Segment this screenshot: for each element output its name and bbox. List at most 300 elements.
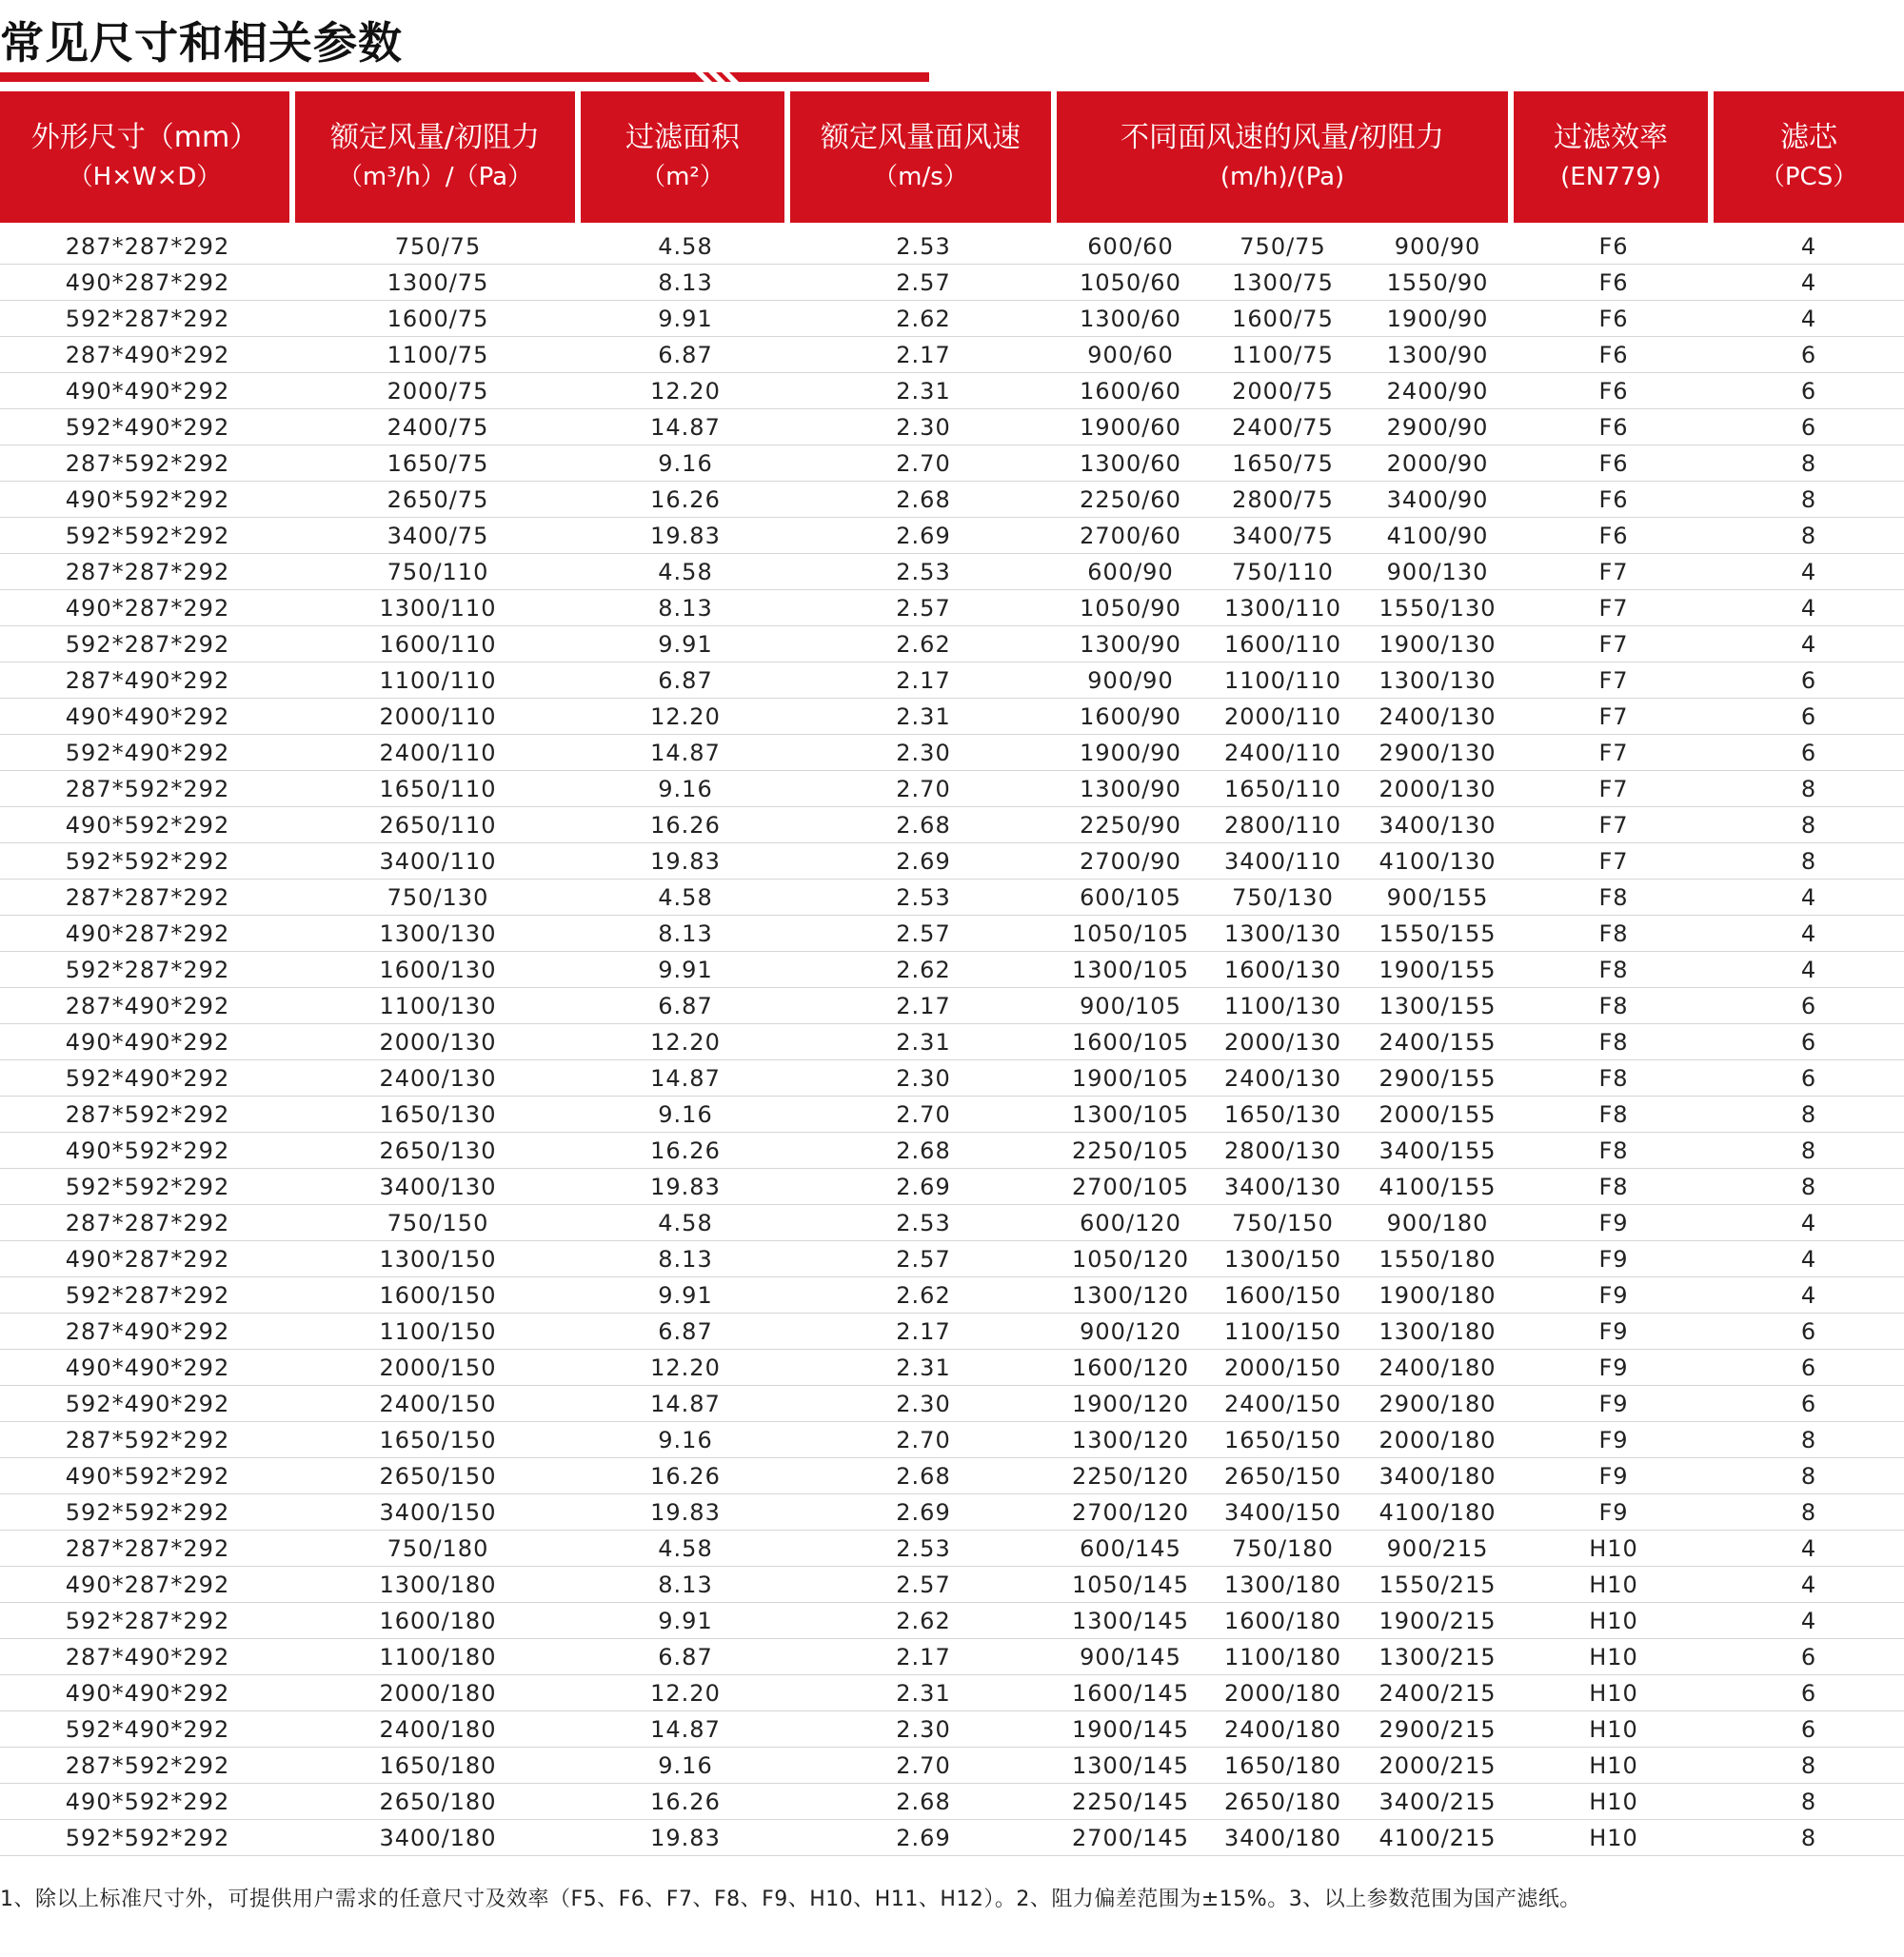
table-row: [0, 265, 1904, 301]
dimensions-cell: 490*592*292: [0, 1458, 295, 1494]
table-row: [0, 1494, 1904, 1531]
dimensions-cell: 592*592*292: [0, 1820, 295, 1856]
face-velocity-cell: 2.30: [790, 1386, 1057, 1422]
filter-area-cell: 12.20: [581, 1350, 790, 1386]
efficiency-cell: H10: [1514, 1820, 1714, 1856]
dimensions-cell: 287*287*292: [0, 223, 295, 265]
face-velocity-cell: 2.70: [790, 445, 1057, 482]
rated-airflow-cell: 1600/130: [295, 952, 581, 988]
rated-airflow-cell: 3400/180: [295, 1820, 581, 1856]
pcs-cell: 4: [1714, 1567, 1904, 1603]
dimensions-cell: 490*490*292: [0, 1350, 295, 1386]
table-row: [0, 301, 1904, 337]
dimensions-cell: 490*287*292: [0, 265, 295, 301]
airflow-high-cell: 900/215: [1361, 1531, 1514, 1567]
airflow-high-cell: 1300/90: [1361, 337, 1514, 373]
dimensions-cell: 592*592*292: [0, 1169, 295, 1205]
efficiency-cell: F8: [1514, 1024, 1714, 1060]
airflow-low-cell: 2700/145: [1057, 1820, 1204, 1856]
airflow-high-cell: 1900/90: [1361, 301, 1514, 337]
rated-airflow-cell: 2400/180: [295, 1711, 581, 1748]
airflow-mid-cell: 750/110: [1204, 554, 1361, 590]
airflow-mid-cell: 1600/130: [1204, 952, 1361, 988]
efficiency-cell: F7: [1514, 735, 1714, 771]
pcs-cell: 6: [1714, 373, 1904, 409]
airflow-high-cell: 1900/180: [1361, 1277, 1514, 1314]
airflow-low-cell: 1050/60: [1057, 265, 1204, 301]
face-velocity-cell: 2.70: [790, 1422, 1057, 1458]
table-row: [0, 626, 1904, 662]
dimensions-cell: 592*287*292: [0, 301, 295, 337]
face-velocity-cell: 2.17: [790, 1639, 1057, 1675]
dimensions-cell: 592*287*292: [0, 1603, 295, 1639]
face-velocity-cell: 2.17: [790, 662, 1057, 699]
face-velocity-cell: 2.30: [790, 1060, 1057, 1097]
rated-airflow-cell: 750/130: [295, 880, 581, 916]
filter-area-cell: 14.87: [581, 1386, 790, 1422]
rated-airflow-cell: 1650/75: [295, 445, 581, 482]
airflow-mid-cell: 3400/75: [1204, 518, 1361, 554]
filter-area-cell: 4.58: [581, 554, 790, 590]
efficiency-cell: F9: [1514, 1386, 1714, 1422]
pcs-cell: 6: [1714, 1024, 1904, 1060]
filter-area-cell: 8.13: [581, 590, 790, 626]
airflow-mid-cell: 2400/110: [1204, 735, 1361, 771]
dimensions-cell: 592*490*292: [0, 735, 295, 771]
pcs-cell: 6: [1714, 1675, 1904, 1711]
airflow-high-cell: 1300/155: [1361, 988, 1514, 1024]
airflow-high-cell: 2000/180: [1361, 1422, 1514, 1458]
pcs-cell: 4: [1714, 223, 1904, 265]
dimensions-cell: 287*490*292: [0, 662, 295, 699]
efficiency-cell: H10: [1514, 1711, 1714, 1748]
airflow-mid-cell: 1300/75: [1204, 265, 1361, 301]
pcs-cell: 4: [1714, 590, 1904, 626]
pcs-cell: 8: [1714, 1422, 1904, 1458]
filter-area-cell: 12.20: [581, 1675, 790, 1711]
face-velocity-cell: 2.57: [790, 1241, 1057, 1277]
airflow-low-cell: 600/60: [1057, 223, 1204, 265]
filter-area-cell: 19.83: [581, 1169, 790, 1205]
table-row: [0, 518, 1904, 554]
rated-airflow-cell: 1600/180: [295, 1603, 581, 1639]
airflow-mid-cell: 750/130: [1204, 880, 1361, 916]
pcs-cell: 8: [1714, 771, 1904, 807]
footnote: 1、除以上标准尺寸外，可提供用户需求的任意尺寸及效率（F5、F6、F7、F8、F9、H10、H11、H12）。2、阻力偏差范围为±15%。3、以上参数范围为国产滤纸。: [0, 1888, 1581, 1911]
airflow-mid-cell: 1300/110: [1204, 590, 1361, 626]
airflow-mid-cell: 2400/180: [1204, 1711, 1361, 1748]
filter-area-cell: 4.58: [581, 880, 790, 916]
airflow-high-cell: 4100/90: [1361, 518, 1514, 554]
filter-area-cell: 9.16: [581, 1097, 790, 1133]
airflow-mid-cell: 2800/130: [1204, 1133, 1361, 1169]
airflow-mid-cell: 1100/150: [1204, 1314, 1361, 1350]
filter-area-cell: 12.20: [581, 373, 790, 409]
airflow-low-cell: 1050/145: [1057, 1567, 1204, 1603]
rated-airflow-cell: 2400/150: [295, 1386, 581, 1422]
airflow-mid-cell: 2650/180: [1204, 1784, 1361, 1820]
airflow-high-cell: 1300/215: [1361, 1639, 1514, 1675]
airflow-low-cell: 1600/120: [1057, 1350, 1204, 1386]
dimensions-cell: 592*490*292: [0, 409, 295, 445]
filter-area-cell: 8.13: [581, 916, 790, 952]
airflow-high-cell: 3400/90: [1361, 482, 1514, 518]
table-row: [0, 1350, 1904, 1386]
pcs-cell: 8: [1714, 1784, 1904, 1820]
header-face-velocity: 额定风量面风速 （m/s）: [790, 91, 1057, 223]
face-velocity-cell: 2.62: [790, 301, 1057, 337]
filter-area-cell: 16.26: [581, 482, 790, 518]
airflow-high-cell: 1550/155: [1361, 916, 1514, 952]
pcs-cell: 6: [1714, 735, 1904, 771]
efficiency-cell: F6: [1514, 265, 1714, 301]
dimensions-cell: 490*287*292: [0, 590, 295, 626]
airflow-low-cell: 900/120: [1057, 1314, 1204, 1350]
filter-area-cell: 6.87: [581, 337, 790, 373]
dimensions-cell: 287*490*292: [0, 1639, 295, 1675]
pcs-cell: 6: [1714, 662, 1904, 699]
efficiency-cell: F7: [1514, 626, 1714, 662]
face-velocity-cell: 2.62: [790, 626, 1057, 662]
dimensions-cell: 287*490*292: [0, 1314, 295, 1350]
airflow-high-cell: 4100/180: [1361, 1494, 1514, 1531]
rated-airflow-cell: 1300/110: [295, 590, 581, 626]
table-row: [0, 1169, 1904, 1205]
filter-area-cell: 16.26: [581, 807, 790, 843]
pcs-cell: 4: [1714, 554, 1904, 590]
rated-airflow-cell: 750/150: [295, 1205, 581, 1241]
face-velocity-cell: 2.69: [790, 1169, 1057, 1205]
airflow-high-cell: 1900/155: [1361, 952, 1514, 988]
header-pcs: 滤芯 （PCS）: [1714, 91, 1904, 223]
pcs-cell: 4: [1714, 916, 1904, 952]
efficiency-cell: F7: [1514, 699, 1714, 735]
rated-airflow-cell: 3400/75: [295, 518, 581, 554]
airflow-mid-cell: 1600/180: [1204, 1603, 1361, 1639]
pcs-cell: 6: [1714, 699, 1904, 735]
dimensions-cell: 592*287*292: [0, 626, 295, 662]
page-title: 常见尺寸和相关参数: [0, 17, 403, 69]
table-row: [0, 1567, 1904, 1603]
dimensions-cell: 490*287*292: [0, 1567, 295, 1603]
face-velocity-cell: 2.68: [790, 1133, 1057, 1169]
rated-airflow-cell: 1100/180: [295, 1639, 581, 1675]
face-velocity-cell: 2.53: [790, 554, 1057, 590]
pcs-cell: 6: [1714, 1386, 1904, 1422]
airflow-low-cell: 1900/145: [1057, 1711, 1204, 1748]
dimensions-cell: 490*592*292: [0, 807, 295, 843]
dimensions-cell: 490*490*292: [0, 699, 295, 735]
airflow-high-cell: 1900/130: [1361, 626, 1514, 662]
dimensions-cell: 490*490*292: [0, 1024, 295, 1060]
airflow-mid-cell: 1600/110: [1204, 626, 1361, 662]
airflow-low-cell: 1900/90: [1057, 735, 1204, 771]
airflow-low-cell: 600/90: [1057, 554, 1204, 590]
airflow-high-cell: 2400/155: [1361, 1024, 1514, 1060]
pcs-cell: 8: [1714, 1820, 1904, 1856]
filter-area-cell: 14.87: [581, 1711, 790, 1748]
airflow-high-cell: 1300/130: [1361, 662, 1514, 699]
table-row: [0, 1241, 1904, 1277]
table-row: [0, 1531, 1904, 1567]
table-body: [0, 223, 1904, 1856]
filter-area-cell: 19.83: [581, 1820, 790, 1856]
airflow-mid-cell: 1650/130: [1204, 1097, 1361, 1133]
airflow-mid-cell: 1100/110: [1204, 662, 1361, 699]
rated-airflow-cell: 1650/150: [295, 1422, 581, 1458]
efficiency-cell: F8: [1514, 1060, 1714, 1097]
pcs-cell: 6: [1714, 1350, 1904, 1386]
airflow-mid-cell: 1600/150: [1204, 1277, 1361, 1314]
airflow-low-cell: 2250/90: [1057, 807, 1204, 843]
airflow-low-cell: 1900/60: [1057, 409, 1204, 445]
rated-airflow-cell: 2000/110: [295, 699, 581, 735]
filter-area-cell: 16.26: [581, 1133, 790, 1169]
table-row: [0, 952, 1904, 988]
face-velocity-cell: 2.31: [790, 373, 1057, 409]
filter-area-cell: 4.58: [581, 1531, 790, 1567]
airflow-mid-cell: 3400/110: [1204, 843, 1361, 880]
airflow-high-cell: 900/180: [1361, 1205, 1514, 1241]
table-row: [0, 807, 1904, 843]
airflow-low-cell: 1300/90: [1057, 771, 1204, 807]
airflow-mid-cell: 2000/130: [1204, 1024, 1361, 1060]
face-velocity-cell: 2.31: [790, 1675, 1057, 1711]
table-row: [0, 735, 1904, 771]
rated-airflow-cell: 2000/130: [295, 1024, 581, 1060]
pcs-cell: 4: [1714, 880, 1904, 916]
efficiency-cell: F9: [1514, 1422, 1714, 1458]
table-row: [0, 1386, 1904, 1422]
rated-airflow-cell: 750/180: [295, 1531, 581, 1567]
efficiency-cell: H10: [1514, 1603, 1714, 1639]
rated-airflow-cell: 2650/130: [295, 1133, 581, 1169]
face-velocity-cell: 2.70: [790, 771, 1057, 807]
airflow-mid-cell: 1300/150: [1204, 1241, 1361, 1277]
airflow-mid-cell: 2400/75: [1204, 409, 1361, 445]
header-efficiency: 过滤效率 (EN779): [1514, 91, 1714, 223]
pcs-cell: 8: [1714, 1097, 1904, 1133]
airflow-high-cell: 4100/155: [1361, 1169, 1514, 1205]
airflow-low-cell: 2250/120: [1057, 1458, 1204, 1494]
efficiency-cell: F6: [1514, 445, 1714, 482]
dimensions-cell: 592*287*292: [0, 952, 295, 988]
airflow-low-cell: 2700/120: [1057, 1494, 1204, 1531]
filter-area-cell: 9.91: [581, 301, 790, 337]
airflow-high-cell: 2900/180: [1361, 1386, 1514, 1422]
efficiency-cell: F8: [1514, 880, 1714, 916]
filter-area-cell: 9.16: [581, 771, 790, 807]
filter-area-cell: 9.91: [581, 1277, 790, 1314]
airflow-mid-cell: 1100/130: [1204, 988, 1361, 1024]
pcs-cell: 6: [1714, 988, 1904, 1024]
efficiency-cell: F6: [1514, 337, 1714, 373]
airflow-high-cell: 900/155: [1361, 880, 1514, 916]
filter-area-cell: 8.13: [581, 1241, 790, 1277]
airflow-high-cell: 2900/155: [1361, 1060, 1514, 1097]
table-row: [0, 1820, 1904, 1856]
efficiency-cell: F7: [1514, 554, 1714, 590]
efficiency-cell: F7: [1514, 807, 1714, 843]
efficiency-cell: H10: [1514, 1531, 1714, 1567]
airflow-low-cell: 900/90: [1057, 662, 1204, 699]
table-row: [0, 554, 1904, 590]
airflow-low-cell: 1600/60: [1057, 373, 1204, 409]
efficiency-cell: F9: [1514, 1458, 1714, 1494]
efficiency-cell: F7: [1514, 771, 1714, 807]
efficiency-cell: F8: [1514, 952, 1714, 988]
rated-airflow-cell: 3400/130: [295, 1169, 581, 1205]
rated-airflow-cell: 2650/180: [295, 1784, 581, 1820]
dimensions-cell: 287*592*292: [0, 771, 295, 807]
airflow-low-cell: 2700/105: [1057, 1169, 1204, 1205]
table-row: [0, 409, 1904, 445]
efficiency-cell: F9: [1514, 1277, 1714, 1314]
rated-airflow-cell: 2650/75: [295, 482, 581, 518]
dimensions-cell: 287*490*292: [0, 337, 295, 373]
dimensions-cell: 287*287*292: [0, 554, 295, 590]
face-velocity-cell: 2.69: [790, 518, 1057, 554]
airflow-low-cell: 1600/90: [1057, 699, 1204, 735]
airflow-mid-cell: 2400/150: [1204, 1386, 1361, 1422]
dimensions-cell: 592*592*292: [0, 1494, 295, 1531]
airflow-mid-cell: 1300/180: [1204, 1567, 1361, 1603]
airflow-mid-cell: 3400/180: [1204, 1820, 1361, 1856]
airflow-high-cell: 1550/90: [1361, 265, 1514, 301]
airflow-high-cell: 2000/90: [1361, 445, 1514, 482]
filter-area-cell: 9.91: [581, 626, 790, 662]
efficiency-cell: F7: [1514, 662, 1714, 699]
airflow-high-cell: 3400/130: [1361, 807, 1514, 843]
airflow-mid-cell: 1650/110: [1204, 771, 1361, 807]
efficiency-cell: F8: [1514, 988, 1714, 1024]
airflow-low-cell: 1900/105: [1057, 1060, 1204, 1097]
pcs-cell: 4: [1714, 952, 1904, 988]
airflow-high-cell: 2000/155: [1361, 1097, 1514, 1133]
rated-airflow-cell: 1100/75: [295, 337, 581, 373]
table-row: [0, 988, 1904, 1024]
airflow-low-cell: 2700/60: [1057, 518, 1204, 554]
airflow-low-cell: 2700/90: [1057, 843, 1204, 880]
airflow-low-cell: 1300/105: [1057, 952, 1204, 988]
airflow-mid-cell: 3400/130: [1204, 1169, 1361, 1205]
dimensions-cell: 287*592*292: [0, 1748, 295, 1784]
rated-airflow-cell: 2400/75: [295, 409, 581, 445]
header-dimensions: 外形尺寸（mm） （H×W×D）: [0, 91, 295, 223]
airflow-mid-cell: 2000/75: [1204, 373, 1361, 409]
airflow-high-cell: 2000/215: [1361, 1748, 1514, 1784]
rated-airflow-cell: 3400/110: [295, 843, 581, 880]
airflow-mid-cell: 2000/110: [1204, 699, 1361, 735]
rated-airflow-cell: 2400/130: [295, 1060, 581, 1097]
face-velocity-cell: 2.68: [790, 1458, 1057, 1494]
filter-area-cell: 9.91: [581, 952, 790, 988]
airflow-high-cell: 1550/130: [1361, 590, 1514, 626]
dimensions-cell: 592*592*292: [0, 518, 295, 554]
rated-airflow-cell: 3400/150: [295, 1494, 581, 1531]
filter-area-cell: 6.87: [581, 662, 790, 699]
rated-airflow-cell: 750/75: [295, 223, 581, 265]
dimensions-cell: 287*592*292: [0, 445, 295, 482]
pcs-cell: 8: [1714, 482, 1904, 518]
table-row: [0, 1422, 1904, 1458]
pcs-cell: 8: [1714, 1133, 1904, 1169]
pcs-cell: 4: [1714, 1277, 1904, 1314]
pcs-cell: 8: [1714, 518, 1904, 554]
airflow-mid-cell: 750/150: [1204, 1205, 1361, 1241]
airflow-low-cell: 1300/60: [1057, 301, 1204, 337]
face-velocity-cell: 2.68: [790, 482, 1057, 518]
pcs-cell: 4: [1714, 1603, 1904, 1639]
table-row: [0, 482, 1904, 518]
pcs-cell: 8: [1714, 807, 1904, 843]
table-row: [0, 1133, 1904, 1169]
table-row: [0, 1097, 1904, 1133]
airflow-high-cell: 2400/90: [1361, 373, 1514, 409]
table-row: [0, 662, 1904, 699]
rated-airflow-cell: 1100/110: [295, 662, 581, 699]
airflow-high-cell: 1300/180: [1361, 1314, 1514, 1350]
airflow-low-cell: 1300/60: [1057, 445, 1204, 482]
table-row: [0, 1784, 1904, 1820]
table-row: [0, 1748, 1904, 1784]
airflow-mid-cell: 2400/130: [1204, 1060, 1361, 1097]
filter-area-cell: 9.16: [581, 1748, 790, 1784]
face-velocity-cell: 2.68: [790, 807, 1057, 843]
table-row: [0, 1639, 1904, 1675]
filter-area-cell: 6.87: [581, 1314, 790, 1350]
rated-airflow-cell: 2650/110: [295, 807, 581, 843]
dimensions-cell: 287*287*292: [0, 1531, 295, 1567]
airflow-low-cell: 1900/120: [1057, 1386, 1204, 1422]
airflow-low-cell: 1300/105: [1057, 1097, 1204, 1133]
dimensions-cell: 490*490*292: [0, 1675, 295, 1711]
rated-airflow-cell: 1600/150: [295, 1277, 581, 1314]
filter-area-cell: 9.16: [581, 445, 790, 482]
face-velocity-cell: 2.17: [790, 337, 1057, 373]
dimensions-cell: 592*490*292: [0, 1711, 295, 1748]
table-row: [0, 373, 1904, 409]
face-velocity-cell: 2.31: [790, 699, 1057, 735]
airflow-low-cell: 1600/105: [1057, 1024, 1204, 1060]
table-row: [0, 843, 1904, 880]
airflow-high-cell: 3400/215: [1361, 1784, 1514, 1820]
efficiency-cell: F9: [1514, 1314, 1714, 1350]
face-velocity-cell: 2.31: [790, 1350, 1057, 1386]
header-filter-area: 过滤面积 （m²）: [581, 91, 790, 223]
dimensions-cell: 287*592*292: [0, 1422, 295, 1458]
pcs-cell: 6: [1714, 1639, 1904, 1675]
airflow-high-cell: 2400/215: [1361, 1675, 1514, 1711]
spec-table: [0, 91, 1904, 1856]
table-row: [0, 1205, 1904, 1241]
rated-airflow-cell: 2400/110: [295, 735, 581, 771]
airflow-mid-cell: 3400/150: [1204, 1494, 1361, 1531]
airflow-mid-cell: 2650/150: [1204, 1458, 1361, 1494]
pcs-cell: 4: [1714, 1241, 1904, 1277]
efficiency-cell: F9: [1514, 1350, 1714, 1386]
airflow-high-cell: 2900/90: [1361, 409, 1514, 445]
face-velocity-cell: 2.31: [790, 1024, 1057, 1060]
face-velocity-cell: 2.68: [790, 1784, 1057, 1820]
table-row: [0, 1458, 1904, 1494]
pcs-cell: 8: [1714, 843, 1904, 880]
table-row: [0, 880, 1904, 916]
filter-area-cell: 4.58: [581, 223, 790, 265]
face-velocity-cell: 2.57: [790, 1567, 1057, 1603]
efficiency-cell: F7: [1514, 590, 1714, 626]
filter-area-cell: 14.87: [581, 1060, 790, 1097]
